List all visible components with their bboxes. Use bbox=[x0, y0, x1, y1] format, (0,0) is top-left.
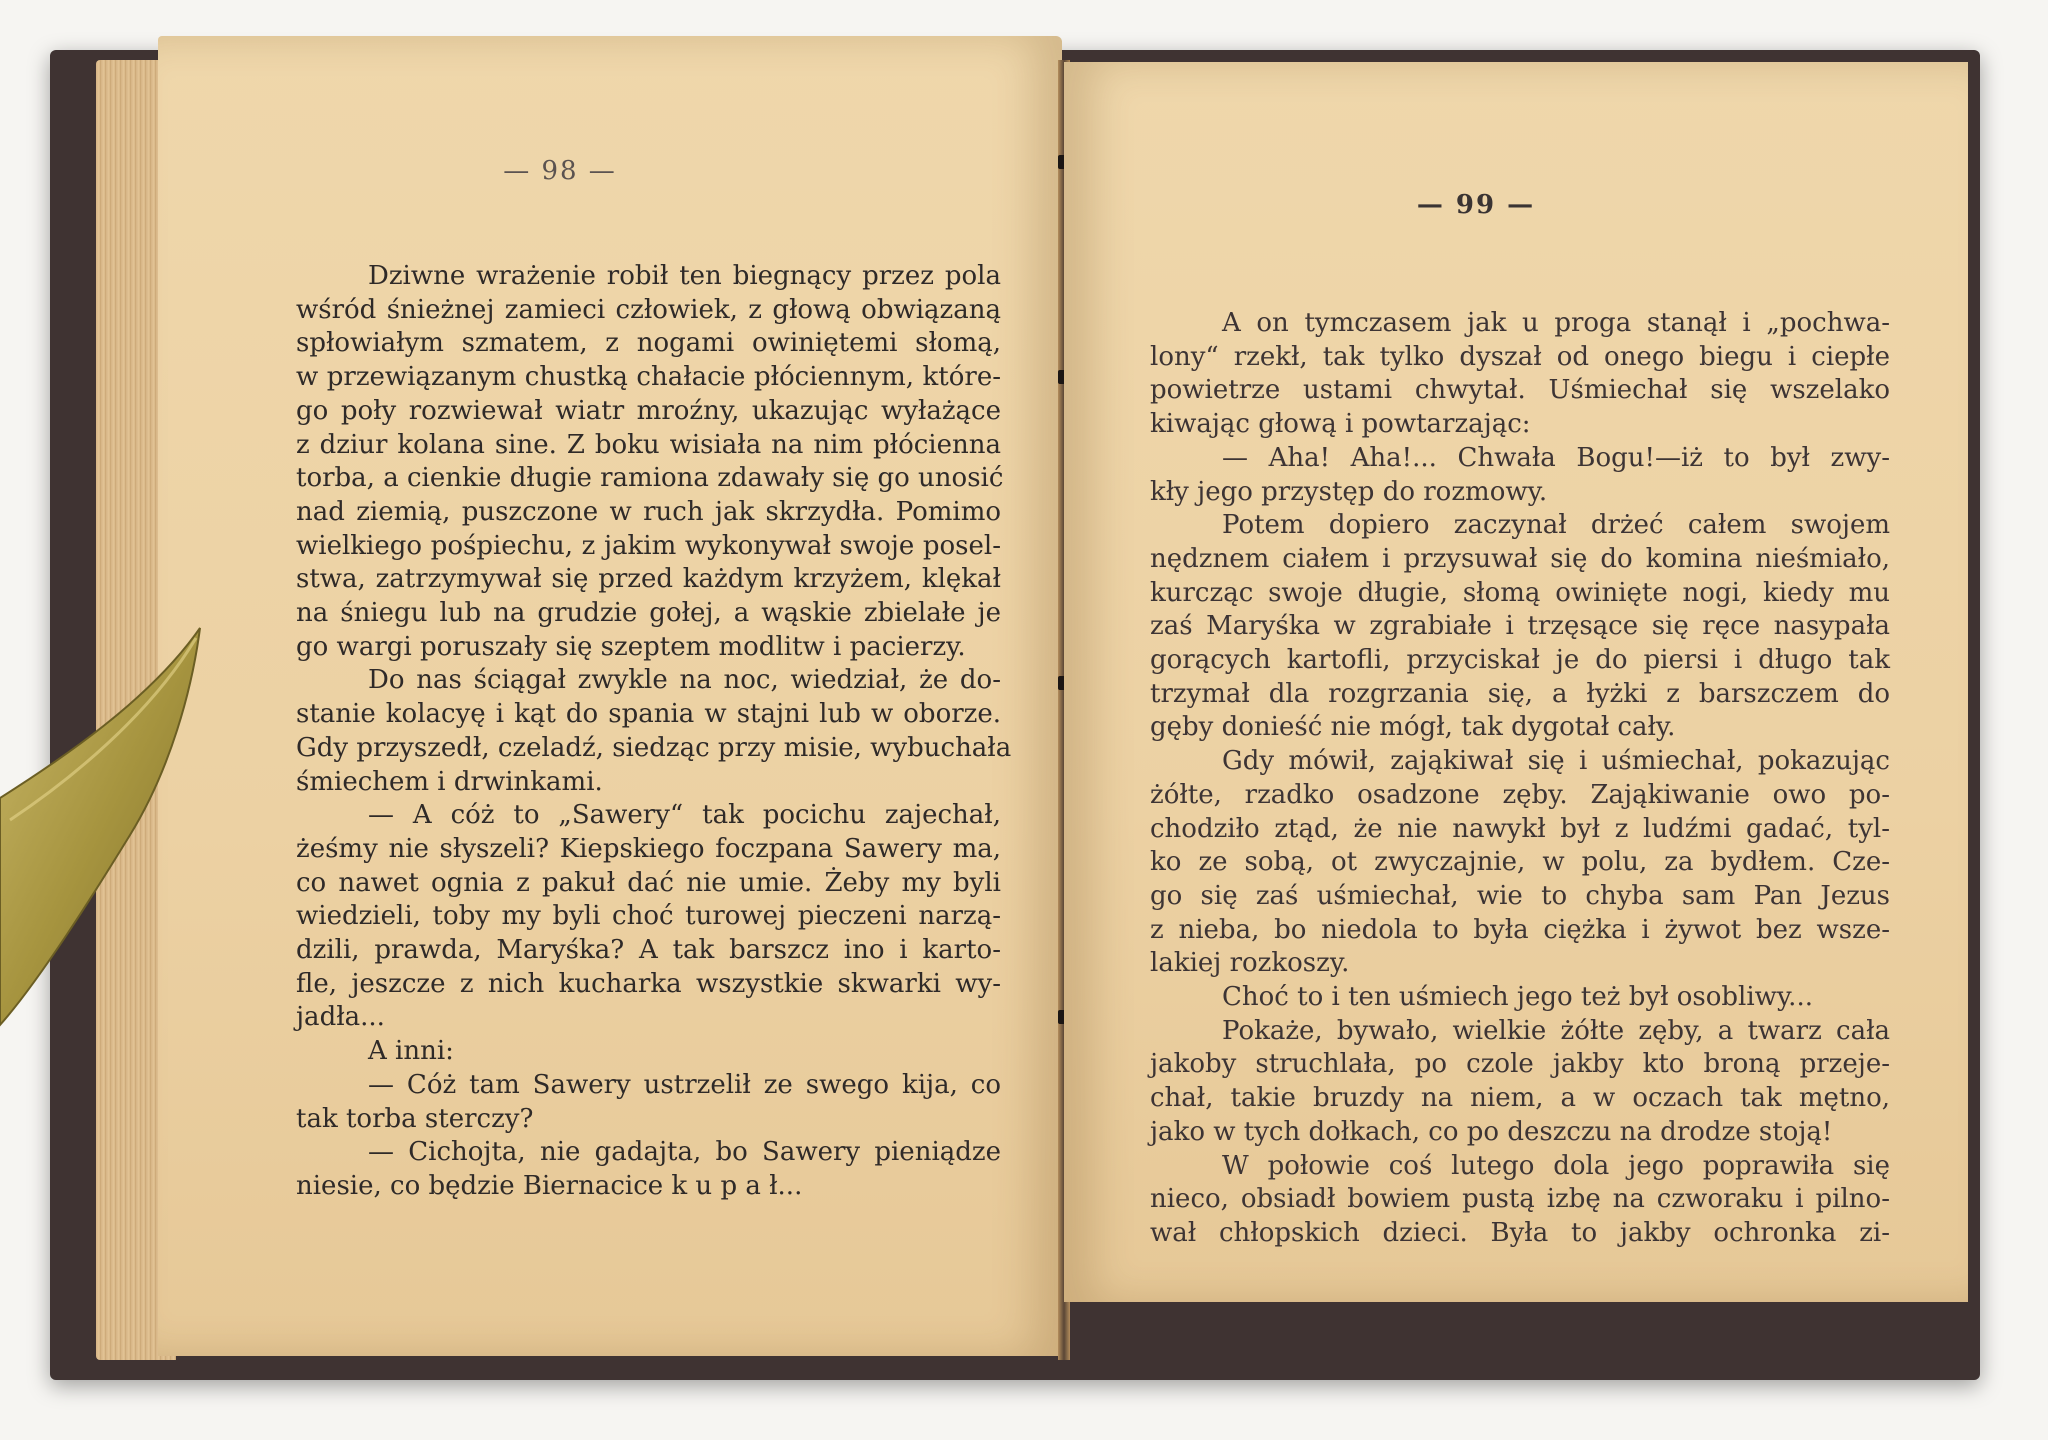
text-line: gęby donieść nie mógł, tak dygotał cały. bbox=[1150, 712, 1676, 743]
text-line: lakiej rozkoszy. bbox=[1150, 948, 1350, 979]
text-line: go poły rozwiewał wiatr mroźny, ukazując wyłażące bbox=[296, 395, 1001, 426]
text-line: kurcząc swoje długie, słomą owinięte nogi, kiedy mu bbox=[1150, 577, 1890, 608]
text-line: w przewiązanym chustką chałacie płóciennym, które- bbox=[296, 362, 1001, 393]
text-line: Dziwne wrażenie robił ten biegnący przez pola bbox=[368, 261, 1001, 291]
text-line: wał chłopskich dzieci. Była to jakby ochronka zi- bbox=[1150, 1217, 1890, 1248]
text-line: Do nas ściągał zwykle na noc, wiedział, że do- bbox=[368, 665, 1001, 696]
text-line: nieco, obsiadł bowiem pustą izbę na czworaku i pilno- bbox=[1150, 1184, 1890, 1215]
text-line: z nieba, bo niedola to była ciężka i żywot bez wsze- bbox=[1150, 914, 1890, 945]
text-line: wśród śnieżnej zamieci człowiek, z głową obwiązaną bbox=[296, 294, 1001, 325]
text-line: trzymał dla rozgrzania się, a łyżki z barszczem do bbox=[1150, 678, 1890, 709]
text-line: go wargi poruszały się szeptem modlitw i pacierzy. bbox=[296, 631, 966, 662]
text-line: — Aha! Aha!... Chwała Bogu!—iż to był zwy- bbox=[1222, 442, 1890, 473]
text-line: kły jego przystęp do rozmowy. bbox=[1150, 476, 1548, 507]
text-line: Potem dopiero zaczynał drżeć całem swojem bbox=[1222, 510, 1890, 541]
text-line: — A cóż to „Sawery“ tak pocichu zajechał, bbox=[368, 800, 1001, 831]
text-line: wiedzieli, toby my byli choć turowej pieczeni narzą- bbox=[296, 901, 1001, 932]
text-line: torba, a cienkie długie ramiona zdawały się go unosić bbox=[296, 463, 1004, 494]
text-line: nad ziemią, puszczone w ruch jak skrzydła. Pomimo bbox=[296, 496, 1001, 527]
text-line: dzili, prawda, Maryśka? A tak barszcz ino i karto- bbox=[296, 935, 1001, 966]
text-line: tak torba sterczy? bbox=[296, 1103, 534, 1134]
text-line: jakoby struchlała, po czole jakby kto broną przeje- bbox=[1150, 1049, 1890, 1080]
text-line: — Cóż tam Sawery ustrzelił ze swego kija, co bbox=[368, 1069, 1001, 1100]
text-line: go się zaś uśmiechał, wie to chyba sam Pan Jezus bbox=[1150, 880, 1890, 911]
text-line: fle, jeszcze z nich kucharka wszystkie skwarki wy- bbox=[296, 968, 1001, 999]
text-line: A on tymczasem jak u proga stanął i „pochwa- bbox=[1222, 308, 1890, 338]
text-line: nędznem ciałem i przysuwał się do komina nieśmiało, bbox=[1150, 543, 1890, 574]
text-line: wielkiego pośpiechu, z jakim wykonywał swoje posel- bbox=[296, 530, 1001, 561]
left-page-text bbox=[296, 260, 1012, 1204]
text-line: stwa, zatrzymywał się przed każdym krzyżem, klękał bbox=[296, 564, 1001, 595]
text-line: Choć to i ten uśmiech jego też był osobliwy... bbox=[1222, 982, 1813, 1013]
page-number-right: — 99 — bbox=[1416, 190, 1536, 220]
left-page bbox=[158, 36, 1062, 1356]
text-line: W połowie coś lutego dola jego poprawiła się bbox=[1222, 1150, 1890, 1181]
text-line: ko ze sobą, ot zwyczajnie, w polu, za bydłem. Cze- bbox=[1150, 847, 1890, 878]
text-line: — Cichojta, nie gadajta, bo Sawery pieniądze bbox=[368, 1137, 1001, 1168]
text-line: spłowiałym szmatem, z nogami owiniętemi słomą, bbox=[296, 328, 1001, 359]
right-page-text bbox=[1150, 307, 1890, 1251]
text-line: niesie, co będzie Biernacice k u p a ł... bbox=[296, 1170, 803, 1201]
text-line: powietrze ustami chwytał. Uśmiechał się wszelako bbox=[1150, 375, 1890, 406]
right-page bbox=[1064, 62, 1968, 1302]
text-line: Pokaże, bywało, wielkie żółte zęby, a twarz cała bbox=[1222, 1015, 1890, 1046]
text-line: chodziło ztąd, że nie nawykł był z ludźmi gadać, tyl- bbox=[1150, 813, 1890, 844]
text-line: na śniegu lub na grudzie gołej, a wąskie zbielałe je bbox=[296, 598, 1001, 629]
text-line: Gdy przyszedł, czeladź, siedząc przy misie, wybuchała bbox=[296, 732, 1012, 763]
text-line: śmiechem i drwinkami. bbox=[296, 766, 603, 797]
text-line: lony“ rzekł, tak tylko dyszał od onego biegu i ciepłe bbox=[1150, 341, 1890, 372]
text-line: A inni: bbox=[368, 1036, 454, 1067]
text-line: jako w tych dołkach, co po deszczu na drodze stoją! bbox=[1150, 1116, 1833, 1147]
text-line: chał, takie bruzdy na niem, a w oczach tak mętno, bbox=[1150, 1083, 1890, 1114]
text-line: co nawet ognia z pakuł dać nie umie. Żeby my byli bbox=[296, 867, 1001, 898]
text-line: stanie kolacyę i kąt do spania w stajni lub w oborze. bbox=[296, 699, 1001, 730]
text-line: jadła... bbox=[296, 1002, 385, 1033]
text-line: żółte, rzadko osadzone zęby. Zająkiwanie owo po- bbox=[1150, 779, 1890, 810]
page-number-left: — 98 — bbox=[503, 156, 617, 186]
text-line: z dziur kolana sine. Z boku wisiała na nim płócienna bbox=[296, 429, 1001, 460]
text-line: żeśmy nie słyszeli? Kiepskiego foczpana Sawery ma, bbox=[296, 833, 1001, 864]
text-line: gorących kartofli, przyciskał je do piersi i długo tak bbox=[1150, 645, 1890, 676]
text-line: Gdy mówił, zająkiwał się i uśmiechał, pokazując bbox=[1222, 746, 1890, 777]
text-line: kiwając głową i powtarzając: bbox=[1150, 409, 1531, 440]
text-line: zaś Maryśka w zgrabiałe i trzęsące się ręce nasypała bbox=[1150, 611, 1890, 642]
